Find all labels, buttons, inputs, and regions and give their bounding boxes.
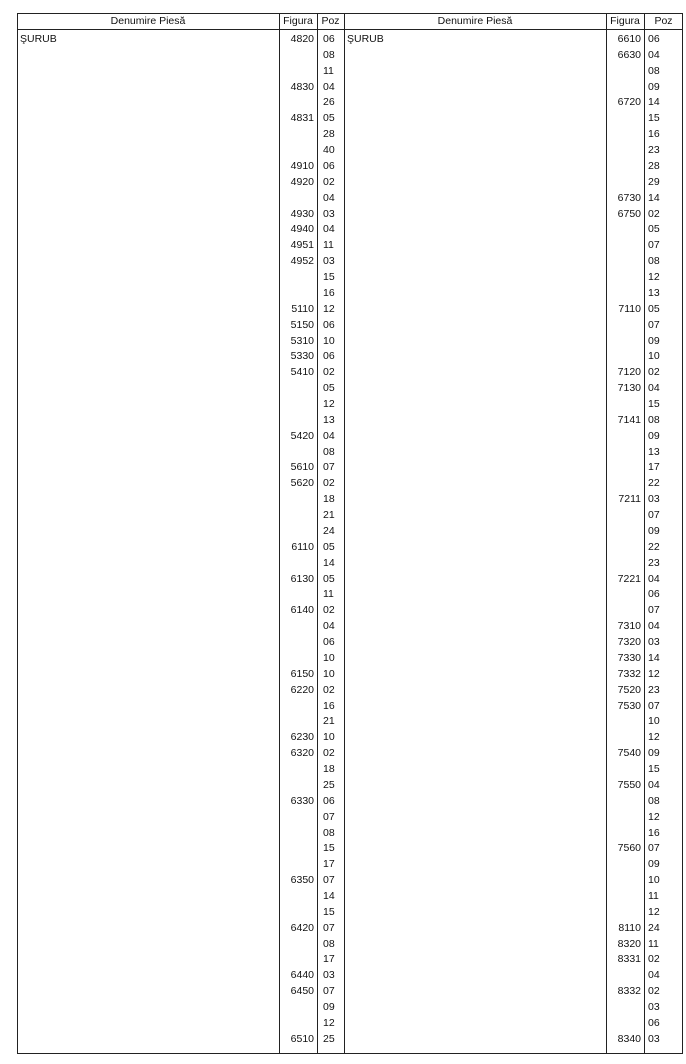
position-cell: 07 xyxy=(648,239,660,252)
position-cell: 15 xyxy=(648,763,660,776)
position-cell: 02 xyxy=(323,604,335,617)
position-cell: 03 xyxy=(648,1001,660,1014)
figure-cell: 6750 xyxy=(617,207,641,220)
figure-cell: 4940 xyxy=(290,223,314,236)
position-cell: 09 xyxy=(323,1001,335,1014)
figure-cell: 4930 xyxy=(290,207,314,220)
position-cell: 28 xyxy=(323,128,335,141)
figure-cell: 6630 xyxy=(617,48,641,61)
header-figure: Figura xyxy=(279,13,317,30)
header-part-name: Denumire Piesă xyxy=(344,13,606,30)
position-cell: 13 xyxy=(323,413,335,426)
figure-cell: 4820 xyxy=(290,33,314,45)
part-name: ŞURUB xyxy=(347,33,384,45)
figure-cell: 4830 xyxy=(290,80,314,93)
position-cell: 06 xyxy=(323,350,335,363)
position-cell: 18 xyxy=(323,763,335,776)
figure-cell: 6610 xyxy=(617,33,641,45)
position-cell: 10 xyxy=(323,731,335,744)
figure-cell: 7141 xyxy=(617,413,641,426)
position-cell: 03 xyxy=(323,207,335,220)
position-cell: 08 xyxy=(323,937,335,950)
position-cell: 05 xyxy=(648,223,660,236)
position-cell: 03 xyxy=(323,255,335,268)
position-cell: 08 xyxy=(648,255,660,268)
position-cell: 08 xyxy=(648,64,660,77)
position-cell: 28 xyxy=(648,159,660,172)
position-cell: 09 xyxy=(648,334,660,347)
position-cell: 14 xyxy=(323,556,335,569)
figure-cell: 6720 xyxy=(617,96,641,109)
figure-cell: 6730 xyxy=(617,191,641,204)
position-cell: 16 xyxy=(648,128,660,141)
position-cell: 10 xyxy=(648,350,660,363)
header-position: Poz xyxy=(317,13,344,30)
position-cell: 02 xyxy=(323,477,335,490)
position-cell: 07 xyxy=(323,921,335,934)
position-cell: 09 xyxy=(648,858,660,871)
figure-cell: 5110 xyxy=(291,302,314,315)
position-cell: 25 xyxy=(323,778,335,791)
position-cell: 04 xyxy=(323,80,335,93)
figure-cell: 4910 xyxy=(290,159,314,172)
position-cell: 05 xyxy=(323,540,335,553)
figure-cell: 6510 xyxy=(290,1032,314,1045)
position-cell: 22 xyxy=(648,477,660,490)
position-cell: 11 xyxy=(323,239,334,252)
figure-cell: 5410 xyxy=(290,366,314,379)
position-cell: 23 xyxy=(648,683,660,696)
figure-cell: 7530 xyxy=(617,699,641,712)
position-cell: 09 xyxy=(648,524,660,537)
figure-cell: 5310 xyxy=(290,334,314,347)
position-cell: 06 xyxy=(323,318,335,331)
position-cell: 09 xyxy=(648,747,660,760)
position-cell: 07 xyxy=(323,461,335,474)
position-cell: 06 xyxy=(648,1016,660,1029)
figure-cell: 6150 xyxy=(290,667,314,680)
position-cell: 04 xyxy=(323,620,335,633)
figure-cell: 6330 xyxy=(290,794,314,807)
figure-cell: 6420 xyxy=(290,921,314,934)
position-cell: 04 xyxy=(648,620,660,633)
figure-cell: 7560 xyxy=(617,842,641,855)
position-cell: 05 xyxy=(323,112,335,125)
position-cell: 03 xyxy=(648,636,660,649)
position-cell: 16 xyxy=(648,826,660,839)
position-cell: 12 xyxy=(323,302,335,315)
position-cell: 03 xyxy=(648,1032,660,1045)
position-cell: 08 xyxy=(648,794,660,807)
figure-cell: 7330 xyxy=(617,651,641,664)
figure-cell: 8320 xyxy=(617,937,641,950)
position-cell: 08 xyxy=(648,413,660,426)
position-cell: 23 xyxy=(648,556,660,569)
position-cell: 11 xyxy=(648,937,659,950)
position-cell: 16 xyxy=(323,286,335,299)
part-name: ŞURUB xyxy=(20,33,57,45)
position-cell: 03 xyxy=(323,969,335,982)
figure-cell: 5620 xyxy=(290,477,314,490)
position-cell: 21 xyxy=(323,715,335,728)
divider xyxy=(317,13,318,1054)
figure-cell: 7540 xyxy=(617,747,641,760)
figure-cell: 7332 xyxy=(617,667,641,680)
figure-cell: 4831 xyxy=(290,112,314,125)
position-cell: 11 xyxy=(648,889,659,902)
left-column-group xyxy=(17,13,344,1054)
position-cell: 07 xyxy=(323,810,335,823)
position-cell: 02 xyxy=(648,207,660,220)
figure-cell: 4951 xyxy=(290,239,314,252)
position-cell: 07 xyxy=(648,509,660,522)
figure-cell: 7130 xyxy=(617,382,641,395)
position-cell: 08 xyxy=(323,48,335,61)
figure-cell: 8331 xyxy=(617,953,641,966)
figure-cell: 8340 xyxy=(617,1032,641,1045)
position-cell: 07 xyxy=(323,985,335,998)
position-cell: 12 xyxy=(323,1016,335,1029)
position-cell: 07 xyxy=(648,604,660,617)
figure-cell: 6320 xyxy=(290,747,314,760)
figure-cell: 6220 xyxy=(290,683,314,696)
position-cell: 13 xyxy=(648,445,660,458)
position-cell: 12 xyxy=(648,731,660,744)
position-cell: 15 xyxy=(323,905,335,918)
position-cell: 10 xyxy=(648,874,660,887)
position-cell: 02 xyxy=(323,747,335,760)
position-cell: 05 xyxy=(648,302,660,315)
position-cell: 07 xyxy=(648,842,660,855)
position-cell: 04 xyxy=(323,223,335,236)
position-cell: 02 xyxy=(323,175,335,188)
figure-cell: 7110 xyxy=(618,302,641,315)
position-cell: 13 xyxy=(648,286,660,299)
header-figure: Figura xyxy=(606,13,644,30)
position-cell: 29 xyxy=(648,175,660,188)
position-cell: 14 xyxy=(648,96,660,109)
position-cell: 22 xyxy=(648,540,660,553)
position-cell: 06 xyxy=(323,159,335,172)
figure-cell: 4952 xyxy=(290,255,314,268)
position-cell: 04 xyxy=(323,429,335,442)
position-cell: 10 xyxy=(323,334,335,347)
figure-cell: 5330 xyxy=(290,350,314,363)
figure-cell: 5420 xyxy=(290,429,314,442)
figure-cell: 6450 xyxy=(290,985,314,998)
position-cell: 17 xyxy=(648,461,660,474)
position-cell: 24 xyxy=(323,524,335,537)
divider xyxy=(344,13,345,1054)
position-cell: 15 xyxy=(323,842,335,855)
position-cell: 06 xyxy=(648,588,660,601)
position-cell: 04 xyxy=(648,48,660,61)
divider xyxy=(279,13,280,1054)
position-cell: 15 xyxy=(648,112,660,125)
position-cell: 40 xyxy=(323,144,335,157)
position-cell: 08 xyxy=(323,445,335,458)
position-cell: 05 xyxy=(323,572,335,585)
position-cell: 07 xyxy=(323,874,335,887)
position-cell: 04 xyxy=(648,572,660,585)
position-cell: 12 xyxy=(648,810,660,823)
position-cell: 09 xyxy=(648,80,660,93)
position-cell: 11 xyxy=(323,64,334,77)
position-cell: 02 xyxy=(648,366,660,379)
position-cell: 17 xyxy=(323,858,335,871)
parts-table xyxy=(17,13,683,1054)
position-cell: 06 xyxy=(648,33,660,45)
position-cell: 11 xyxy=(323,588,334,601)
position-cell: 02 xyxy=(648,985,660,998)
figure-cell: 7520 xyxy=(617,683,641,696)
divider xyxy=(644,13,645,1054)
position-cell: 08 xyxy=(323,826,335,839)
figure-cell: 5610 xyxy=(290,461,314,474)
position-cell: 02 xyxy=(323,683,335,696)
figure-cell: 6130 xyxy=(290,572,314,585)
position-cell: 15 xyxy=(648,398,660,410)
position-cell: 24 xyxy=(648,921,660,934)
figure-cell: 7550 xyxy=(617,778,641,791)
figure-cell: 8110 xyxy=(618,921,641,934)
position-cell: 05 xyxy=(323,382,335,395)
position-cell: 12 xyxy=(648,905,660,918)
position-cell: 10 xyxy=(323,667,335,680)
position-cell: 10 xyxy=(648,715,660,728)
position-cell: 02 xyxy=(323,366,335,379)
position-cell: 10 xyxy=(323,651,335,664)
divider xyxy=(606,13,607,1054)
position-cell: 14 xyxy=(648,191,660,204)
figure-cell: 6230 xyxy=(290,731,314,744)
position-cell: 04 xyxy=(323,191,335,204)
position-cell: 15 xyxy=(323,271,335,284)
figure-cell: 5150 xyxy=(290,318,314,331)
position-cell: 04 xyxy=(648,969,660,982)
position-cell: 03 xyxy=(648,493,660,506)
position-cell: 02 xyxy=(648,953,660,966)
figure-cell: 6110 xyxy=(291,540,314,553)
figure-cell: 7320 xyxy=(617,636,641,649)
position-cell: 17 xyxy=(323,953,335,966)
right-column-group xyxy=(344,13,683,1054)
figure-cell: 8332 xyxy=(617,985,641,998)
position-cell: 06 xyxy=(323,636,335,649)
figure-cell: 4920 xyxy=(290,175,314,188)
position-cell: 06 xyxy=(323,33,335,45)
figure-cell: 7120 xyxy=(617,366,641,379)
position-cell: 04 xyxy=(648,778,660,791)
position-cell: 26 xyxy=(323,96,335,109)
figure-cell: 6140 xyxy=(290,604,314,617)
position-cell: 12 xyxy=(648,667,660,680)
header-position: Poz xyxy=(644,13,683,30)
figure-cell: 7221 xyxy=(617,572,641,585)
figure-cell: 6350 xyxy=(290,874,314,887)
position-cell: 07 xyxy=(648,699,660,712)
position-cell: 07 xyxy=(648,318,660,331)
figure-cell: 6440 xyxy=(290,969,314,982)
position-cell: 04 xyxy=(648,382,660,395)
position-cell: 12 xyxy=(323,398,335,410)
position-cell: 18 xyxy=(323,493,335,506)
figure-cell: 7211 xyxy=(618,493,641,506)
position-cell: 23 xyxy=(648,144,660,157)
position-cell: 06 xyxy=(323,794,335,807)
position-cell: 14 xyxy=(648,651,660,664)
figure-cell: 7310 xyxy=(617,620,641,633)
position-cell: 21 xyxy=(323,509,335,522)
position-cell: 16 xyxy=(323,699,335,712)
position-cell: 12 xyxy=(648,271,660,284)
position-cell: 14 xyxy=(323,889,335,902)
position-cell: 25 xyxy=(323,1032,335,1045)
header-part-name: Denumire Piesă xyxy=(17,13,279,30)
position-cell: 09 xyxy=(648,429,660,442)
